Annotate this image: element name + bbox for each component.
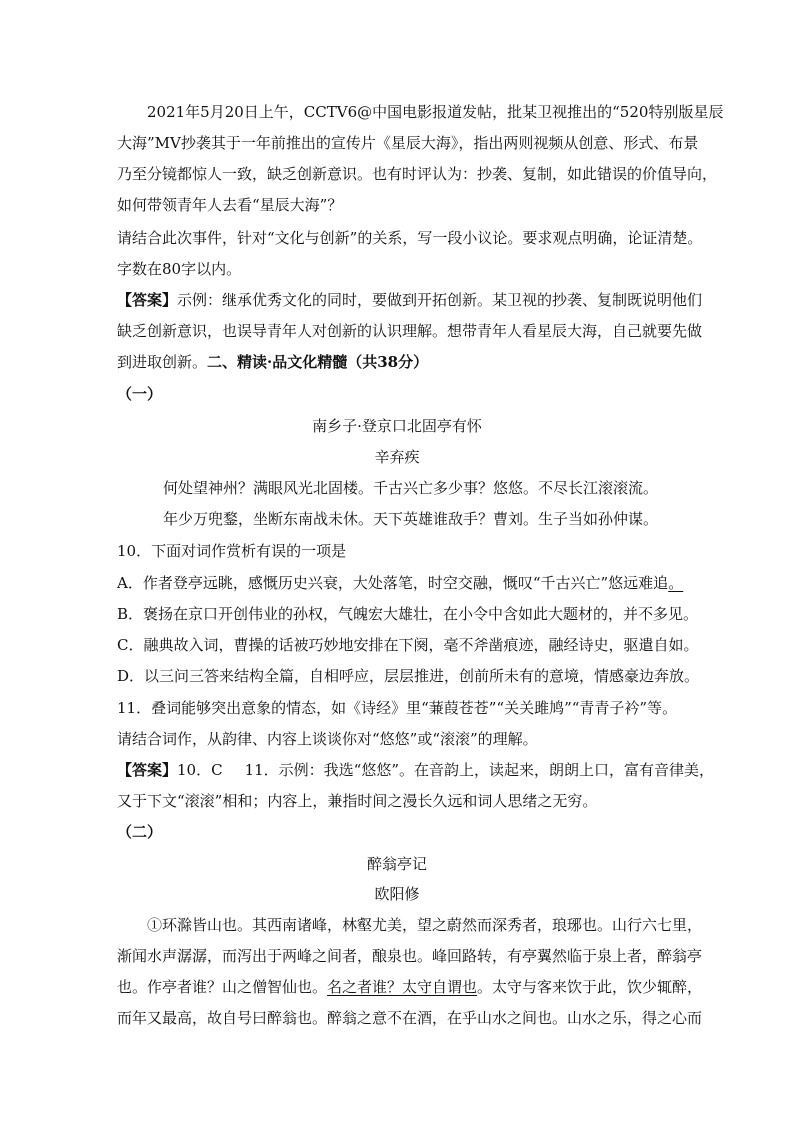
answer2-line-1	[117, 760, 714, 780]
answer2-tag: 【答案】	[117, 761, 178, 779]
essay-line-3-end: 。太守与客来饮于此，饮少辄醉，	[477, 978, 703, 996]
answer-tag: 【答案】	[117, 291, 178, 309]
part2-label: （二）	[117, 823, 163, 841]
poem-line-2: 年少万兜鍪，坐断东南战未休。天下英雄谁敌手？曹刘。生子当如孙仲谋。	[163, 510, 659, 528]
essay-line-1: ①环滁皆山也。其西南诸峰，林壑尤美，望之蔚然而深秀者，琅琊也。山行六七里，	[147, 916, 703, 934]
question-10: 10．下面对词作赏析有误的一项是	[117, 542, 347, 560]
essay-line-3	[117, 977, 702, 997]
poem-line-1: 何处望神州？满眼风光北固楼。千古兴亡多少事？悠悠。不尽长江滚滚流。	[163, 479, 659, 497]
answer-line-2: 缺乏创新意识，也误导青年人对创新的认识理解。想带青年人看星辰大海，自己就要先做	[117, 322, 703, 340]
section-heading: 二、精读·品文化精髓（共38分）	[207, 353, 429, 371]
essay-line-4: 而年又最高，故自号曰醉翁也。醉翁之意不在酒，在乎山水之间也。山水之乐，得之心而	[117, 1009, 703, 1027]
part1-label: （一）	[117, 385, 163, 403]
option-a-mark: 。	[668, 574, 684, 592]
answer-line-3	[117, 352, 428, 372]
question-line-2: 字数在80字以内。	[117, 260, 242, 278]
question-11-line-2: 请结合词作，从韵律、内容上谈谈你对“悠悠”或“滚滚”的理解。	[117, 730, 538, 748]
answer-line-1	[117, 290, 702, 310]
answer-text-end: 到进取创新。	[117, 353, 208, 371]
essay-author: 欧阳修	[374, 885, 420, 903]
answer-text: 示例：继承优秀文化的同时，要做到开拓创新。某卫视的抄袭、复制既说明他们	[177, 291, 703, 309]
question-11-line-1: 11．叠词能够突出意象的情态，如《诗经》里“蒹葭苍苍”“关关雎鸠”“青青子衿”等。	[117, 699, 678, 717]
answer-11: 11．示例：我选“悠悠”。在音韵上，读起来，朗朗上口，富有音律美，	[244, 761, 715, 779]
essay-line-3-start: 也。作亭者谁？山之僧智仙也。	[117, 978, 328, 996]
essay-line-2: 渐闻水声潺潺，而泻出于两峰之间者，酿泉也。峰回路转，有亭翼然临于泉上者，醉翁亭	[117, 947, 703, 965]
essay-underlined-phrase: 名之者谁？太守自谓也	[327, 978, 478, 996]
intro-line-1: 2021年5月20日上午，CCTV6@中国电影报道发帖，批某卫视推出的“520特别版星辰	[147, 103, 724, 121]
answer-10: 10．C	[177, 761, 223, 779]
poem-title: 南乡子·登京口北固亭有怀	[312, 417, 482, 435]
answer2-line-2: 又于下文“滚滚”相和；内容上，兼指时间之漫长久远和词人思绪之无穷。	[117, 792, 598, 810]
option-a	[117, 573, 683, 593]
intro-line-2: 大海”MV抄袭其于一年前推出的宣传片《星辰大海》，指出两则视频从创意、形式、布景	[117, 134, 699, 152]
option-c: C．融典故入词，曹操的话被巧妙地安排在下阕，毫不斧凿痕迹，融经诗史，驱遣自如。	[117, 636, 699, 654]
intro-line-4: 如何带领青年人去看“星辰大海”？	[117, 196, 343, 214]
option-a-text: A．作者登亭远眺，感慨历史兴衰，大处落笔，时空交融，慨叹“千古兴亡”悠远难追	[117, 574, 669, 592]
poem-author: 辛弃疾	[374, 448, 420, 466]
intro-line-3: 乃至分镜都惊人一致，缺乏创新意识。也有时评认为：抄袭、复制，如此错误的价值导向，	[117, 165, 718, 183]
question-line-1: 请结合此次事件，针对“文化与创新”的关系，写一段小议论。要求观点明确，论证清楚。	[117, 229, 703, 247]
option-b: B．褒扬在京口开创伟业的孙权，气魄宏大雄壮，在小令中含如此大题材的，并不多见。	[117, 605, 699, 623]
essay-title: 醉翁亭记	[366, 855, 427, 873]
option-d: D．以三问三答来结构全篇，自相呼应，层层推进，创前所未有的意境，情感豪边奔放。	[117, 667, 700, 685]
